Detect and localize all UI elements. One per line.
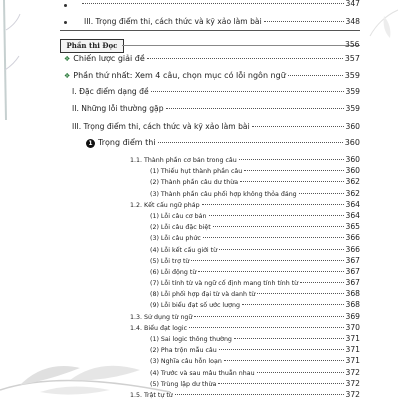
toc-row[interactable]	[130, 200, 360, 209]
dot-leader	[198, 271, 343, 272]
dot-leader	[151, 91, 344, 92]
toc-row[interactable]	[150, 379, 360, 388]
toc-row-label: (7) Lỗi tính từ và ngữ cố định mang tính tính từ	[150, 280, 299, 288]
toc-row-label: (2) Thành phần câu dư thừa	[150, 179, 239, 187]
toc-row-page: 368	[345, 289, 360, 299]
toc-row[interactable]	[150, 222, 360, 231]
toc-row-label: (2) Lỗi câu đặc biệt	[150, 224, 211, 232]
toc-row-label: 1.5. Trật tự từ	[130, 392, 173, 399]
toc-row[interactable]	[150, 267, 360, 276]
toc-row-label: 1.1. Thành phần cơ bản trong câu	[130, 157, 237, 164]
toc-row-page: 372	[345, 367, 360, 377]
toc-row-page: 359	[344, 71, 360, 80]
toc-row-page: 362	[345, 177, 360, 187]
toc-row[interactable]	[72, 87, 360, 96]
toc-row[interactable]	[150, 189, 360, 198]
diamond-bullet-icon: ❖	[64, 55, 71, 63]
toc-row[interactable]	[150, 289, 360, 298]
dot-leader	[257, 293, 343, 294]
section-number-badge: 1	[86, 139, 95, 148]
bamboo-decoration-icon	[0, 0, 22, 120]
toc-row-label: (5) Lỗi trợ từ	[150, 257, 190, 265]
toc-row-page: 362	[345, 188, 360, 198]
toc-row-page: 367	[345, 255, 360, 265]
part-page: 356	[345, 40, 360, 49]
dot-leader	[147, 58, 343, 59]
toc-row[interactable]	[150, 166, 360, 175]
toc-row-page: 366	[345, 244, 360, 254]
dot-leader	[244, 170, 343, 171]
toc-row[interactable]	[130, 390, 360, 399]
dot-leader	[300, 282, 343, 283]
dot-leader	[191, 260, 343, 261]
dot-leader	[252, 126, 344, 127]
dot-leader	[166, 108, 344, 109]
toc-row[interactable]	[150, 177, 360, 186]
part-title[interactable]: Phần thi Đọc	[60, 39, 124, 53]
toc-row[interactable]	[150, 211, 360, 220]
toc-row[interactable]	[150, 334, 360, 343]
toc-row-page: 348	[345, 17, 360, 26]
toc-row-page: 371	[345, 334, 360, 344]
toc-row[interactable]	[150, 300, 360, 309]
toc-row-label: (2) Pha trộn mẫu câu	[150, 347, 217, 355]
toc-row[interactable]	[150, 256, 360, 265]
bullet-icon	[64, 4, 67, 7]
toc-row-page: 360	[345, 166, 360, 176]
dot-leader	[213, 226, 344, 227]
toc-row-label: III. Trọng điểm thi, cách thức và kỹ xảo làm bài	[84, 17, 262, 26]
toc-row-label: (1) Sai logic thông thường	[150, 336, 232, 344]
toc-row-label: III. Trọng điểm thi, cách thức và kỹ xảo làm bài	[72, 122, 250, 131]
toc-row-page: 364	[345, 210, 360, 220]
toc-row-label: (4) Trước và sau mâu thuẫn nhau	[150, 369, 255, 377]
toc-row-page: 371	[345, 356, 360, 366]
toc-row[interactable]	[64, 54, 360, 63]
divider	[60, 30, 360, 31]
toc-row-page: 364	[345, 199, 360, 209]
toc-row-page: 370	[345, 322, 360, 332]
toc-row-label: 1.3. Sử dụng từ ngữ	[130, 313, 193, 321]
dot-leader	[219, 349, 344, 350]
toc-row[interactable]	[150, 233, 360, 242]
toc-row-page: 372	[345, 390, 360, 399]
toc-row[interactable]	[130, 312, 360, 321]
dot-leader	[242, 304, 344, 305]
toc-row-label: Trọng điểm thi	[98, 138, 156, 147]
dot-leader	[224, 360, 344, 361]
toc-row-page: 365	[345, 222, 360, 232]
part-divider	[122, 45, 360, 46]
toc-row-label: (1) Lỗi câu cơ bản	[150, 212, 207, 220]
toc-row[interactable]	[72, 104, 360, 113]
dot-leader	[209, 215, 344, 216]
diamond-bullet-icon: ❖	[64, 72, 71, 80]
toc-row-page: 359	[345, 87, 360, 96]
toc-row-label: Chiến lược giải đề	[73, 54, 145, 63]
toc-row-page: 357	[344, 54, 360, 63]
toc-row-page: 367	[345, 278, 360, 288]
dot-leader	[175, 394, 344, 395]
dot-leader	[218, 383, 343, 384]
toc-row[interactable]	[150, 278, 360, 287]
toc-row-label: I. Đặc điểm dạng đề	[72, 87, 149, 96]
toc-row[interactable]	[150, 368, 360, 377]
dot-leader	[189, 327, 343, 328]
toc-row-label: (3) Lỗi câu phức	[150, 235, 201, 243]
dot-leader	[257, 372, 344, 373]
toc-row-label: (8) Lỗi phối hợp đại từ và danh từ	[150, 291, 256, 299]
toc-row-label: Phần thứ nhất: Xem 4 câu, chọn mục có lỗi ngôn ngữ	[73, 71, 286, 80]
dot-leader	[239, 159, 344, 160]
toc-row[interactable]	[150, 345, 360, 354]
toc-row-label: (4) Lỗi kết cấu giới từ	[150, 246, 218, 254]
toc-row-label: (3) Thành phần câu phối hợp không thỏa đáng	[150, 190, 297, 198]
toc-row[interactable]	[150, 245, 360, 254]
dot-leader	[82, 3, 344, 4]
toc-row-page: 371	[345, 345, 360, 355]
dot-leader	[202, 204, 344, 205]
dot-leader	[299, 193, 344, 194]
dot-leader	[158, 142, 343, 143]
toc-row-label: (5) Trùng lặp dư thừa	[150, 380, 217, 388]
toc-row-label: (9) Lỗi biểu đạt số ước lượng	[150, 302, 240, 310]
toc-row[interactable]	[130, 155, 360, 164]
toc-row[interactable]	[86, 138, 360, 148]
toc-row-label: (3) Nghĩa câu hỗn loạn	[150, 358, 222, 366]
dot-leader	[288, 75, 343, 76]
toc-row-page: 359	[345, 104, 360, 113]
toc-row-page: 360	[345, 122, 360, 131]
toc-row-label: II. Những lỗi thường gặp	[72, 104, 164, 113]
dot-leader	[219, 249, 343, 250]
dot-leader	[203, 237, 344, 238]
toc-row-page: 368	[345, 300, 360, 310]
toc-row-page: 347	[345, 0, 360, 8]
toc-row[interactable]	[72, 122, 360, 131]
toc-row-label: (6) Lỗi động từ	[150, 268, 197, 276]
dot-leader	[240, 181, 343, 182]
toc-row[interactable]	[80, 0, 360, 8]
dot-leader	[264, 21, 344, 22]
toc-row-page: 367	[345, 266, 360, 276]
dot-leader	[234, 338, 344, 339]
toc-row[interactable]	[130, 323, 360, 332]
toc-row-page: 360	[345, 155, 360, 164]
dot-leader	[194, 316, 343, 317]
toc-row-page: 366	[345, 233, 360, 243]
toc-row-label: (1) Thiếu hụt thành phần câu	[150, 168, 243, 176]
toc-row[interactable]	[64, 71, 360, 80]
toc-row-page: 372	[345, 378, 360, 388]
toc-row-label: 1.2. Kết cấu ngữ pháp	[130, 201, 200, 209]
toc-row-page: 360	[344, 138, 360, 147]
toc-row[interactable]	[150, 356, 360, 365]
toc-row-label: 1.4. Biểu đạt logic	[130, 324, 188, 332]
bullet-icon	[64, 21, 67, 24]
toc-row-page: 369	[345, 311, 360, 321]
toc-row[interactable]	[84, 17, 360, 26]
